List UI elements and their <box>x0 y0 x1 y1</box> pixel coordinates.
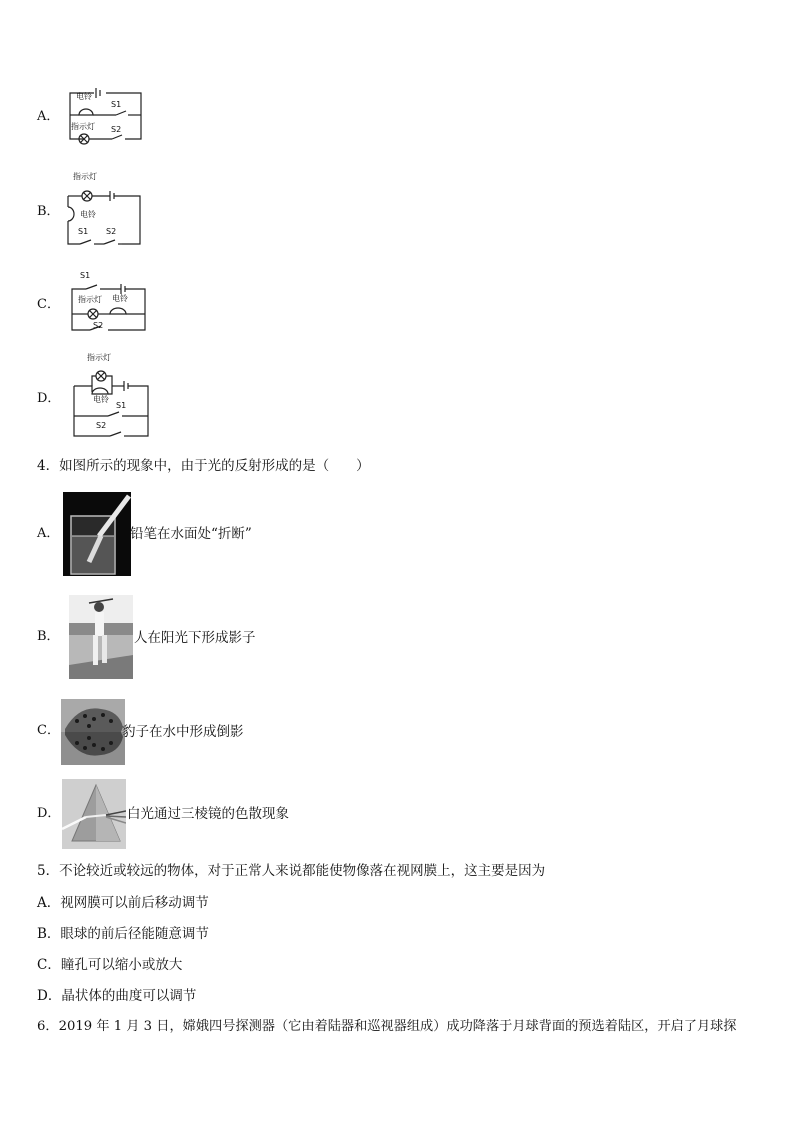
switch-icon <box>80 240 91 244</box>
switch-icon <box>108 412 119 416</box>
option-letter-d: D． <box>37 806 61 821</box>
person-shadow-image <box>69 595 133 679</box>
label-s2: S2 <box>96 421 107 430</box>
bell-icon <box>79 109 93 115</box>
circuit-diagram-c <box>66 280 148 336</box>
option-letter-b: B． <box>37 629 60 644</box>
bell-icon <box>110 308 126 314</box>
label-lamp: 指示灯 <box>71 122 95 131</box>
option-letter-c: C． <box>37 723 60 738</box>
option-c-text: 豹子在水中形成倒影 <box>122 724 244 740</box>
label-s1: S1 <box>78 227 89 236</box>
label-lamp: 指示灯 <box>73 172 97 181</box>
switch-icon <box>86 285 97 289</box>
label-lamp: 指示灯 <box>78 295 102 304</box>
circuit-diagram-b <box>64 183 146 249</box>
label-s2: S2 <box>111 125 122 134</box>
q5-option-d: D．晶状体的曲度可以调节 <box>37 988 197 1004</box>
switch-icon <box>116 111 126 115</box>
q5-option-b: B．眼球的前后径能随意调节 <box>37 926 209 942</box>
option-letter-a: A． <box>37 526 60 541</box>
question-6-stem: 6．2019 年 1 月 3 日，嫦娥四号探测器（它由着陆器和巡视器组成）成功降落于月球背面的预选着陆区，开启了月球探 <box>37 1019 737 1034</box>
label-bell: 电铃 <box>93 395 109 404</box>
option-d-text: 白光通过三棱镜的色散现象 <box>127 806 289 822</box>
label-s2: S2 <box>93 321 104 330</box>
switch-icon <box>110 432 121 436</box>
leopard-reflection-image <box>61 699 125 765</box>
label-bell: 电铃 <box>76 92 92 101</box>
label-s2: S2 <box>106 227 117 236</box>
pencil-in-water-image <box>63 492 131 576</box>
circuit-diagram-d <box>68 364 150 440</box>
option-a-text: 铅笔在水面处“折断” <box>130 526 252 542</box>
option-letter-d: D． <box>37 391 61 406</box>
question-5-stem: 5．不论较近或较远的物体，对于正常人来说都能使物像落在视网膜上，这主要是因为 <box>37 863 546 879</box>
label-s1: S1 <box>80 271 91 280</box>
question-4-stem: 4．如图所示的现象中，由于光的反射形成的是（ ） <box>37 458 370 474</box>
option-letter-b: B． <box>37 204 60 219</box>
label-s1: S1 <box>116 401 127 410</box>
label-bell: 电铃 <box>80 210 96 219</box>
option-letter-a: A． <box>37 109 60 124</box>
option-b-text: 人在阳光下形成影子 <box>134 630 256 646</box>
label-s1: S1 <box>111 100 122 109</box>
prism-dispersion-image <box>62 779 126 849</box>
q5-option-c: C．瞳孔可以缩小或放大 <box>37 957 183 973</box>
label-bell: 电铃 <box>112 294 128 303</box>
label-lamp: 指示灯 <box>87 353 111 362</box>
q5-option-a: A．视网膜可以前后移动调节 <box>37 895 209 911</box>
bell-icon <box>68 207 74 221</box>
option-letter-c: C． <box>37 297 60 312</box>
